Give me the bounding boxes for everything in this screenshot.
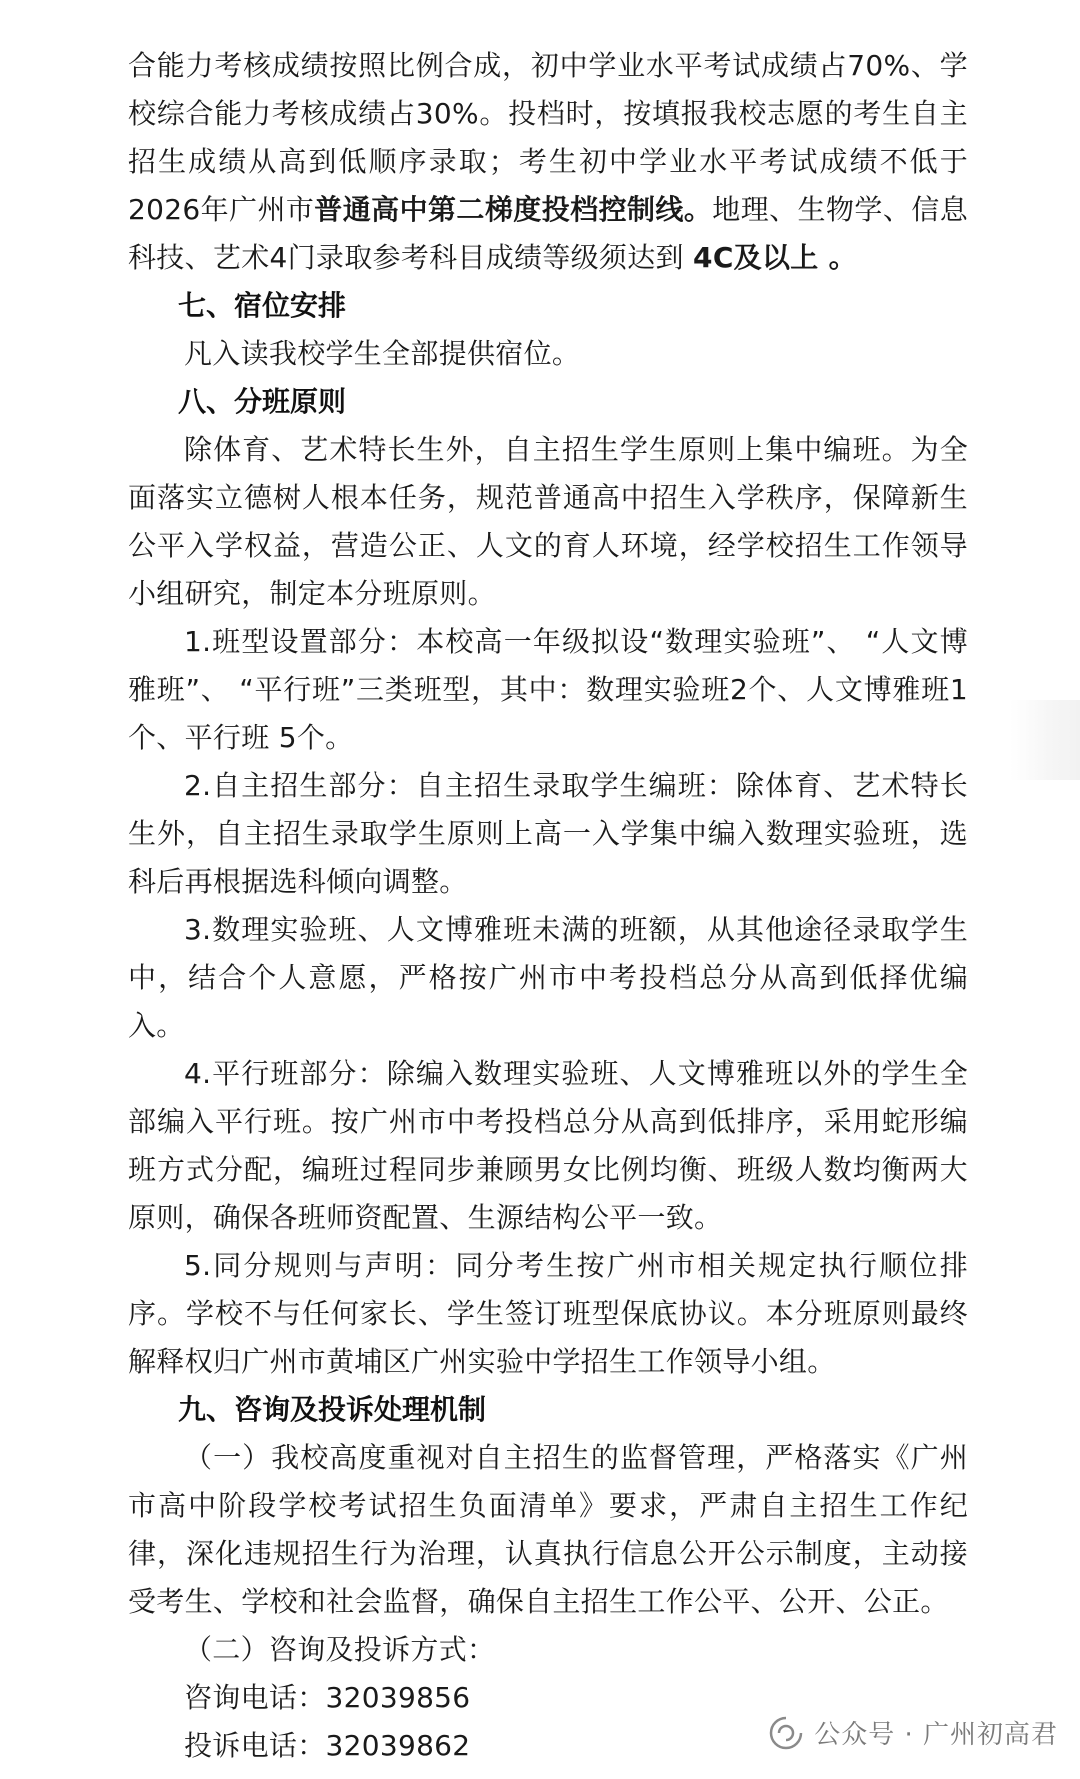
heading-dormitory: 七、宿位安排 (178, 289, 347, 322)
paragraph-class-types: 1.班型设置部分：本校高一年级拟设“数理实验班”、 “人文博雅班”、 “平行班”三类班型，其中：数理实验班2个、人文博雅班1个、平行班 5个。 (128, 625, 968, 754)
paragraph-supervision: （一）我校高度重视对自主招生的监督管理，严格落实《广州市高中阶段学校考试招生负面清单》要求，严肃自主招生工作纪律，深化违规招生行为治理，认真执行信息公开公示制度，主动接受考生、学校和社会监督，确保自主招生工作公平、公开、公正。 (128, 1441, 968, 1618)
paragraph-independent-admission: 2.自主招生部分：自主招生录取学生编班：除体育、艺术特长生外，自主招生录取学生原则上高一入学集中编入数理实验班，选科后再根据选科倾向调整。 (128, 769, 968, 898)
paragraph-remaining-quota: 3.数理实验班、人文博雅班未满的班额，从其他途径录取学生中，结合个人意愿，严格按广州市中考投档总分从高到低择优编入。 (128, 913, 968, 1042)
paragraph-tie-rules: 5.同分规则与声明：同分考生按广州市相关规定执行顺位排序。学校不与任何家长、学生签订班型保底协议。本分班原则最终解释权归广州市黄埔区广州实验中学招生工作领导小组。 (128, 1249, 968, 1378)
edge-shadow (1010, 700, 1080, 780)
wechat-official-account-icon (768, 1715, 804, 1751)
watermark (768, 1714, 1058, 1751)
control-line-bold: 普通高中第二梯度投档控制线。 (314, 193, 713, 226)
paragraph-class-division-intro: 除体育、艺术特长生外，自主招生学生原则上集中编班。为全面落实立德树人根本任务，规范普通高中招生入学秩序，保障新生公平入学权益，营造公正、人文的育人环境，经学校招生工作领导小组研究，制定本分班原则。 (128, 433, 968, 610)
admission-ratio-text: 合能力考核成绩按照比例合成，初中学业水平考试成绩占70%、学校综合能力考核成绩占30%。投档时，按填报我校志愿的考生自主招生成绩从高到低顺序录取；考生初中学业水平考试成绩不低于2026年广州市 (128, 49, 968, 226)
subject-grade-text: 地理、生物学、信息科技、艺术4门录取参考科目成绩等级须达到 (128, 193, 968, 274)
heading-consultation: 九、咨询及投诉处理机制 (178, 1393, 487, 1426)
grade-requirement-bold: 4C及以上 。 (693, 241, 857, 274)
watermark-text: 公众号 · 广州初高君 (814, 1720, 1058, 1750)
paragraph-contact-methods: （二）咨询及投诉方式： (184, 1633, 496, 1666)
consult-phone: 咨询电话：32039856 (184, 1681, 471, 1714)
heading-class-division: 八、分班原则 (178, 385, 347, 418)
paragraph-parallel-class: 4.平行班部分：除编入数理实验班、人文博雅班以外的学生全部编入平行班。按广州市中考投档总分从高到低排序，采用蛇形编班方式分配，编班过程同步兼顾男女比例均衡、班级人数均衡两大原则，确保各班师资配置、生源结构公平一致。 (128, 1057, 968, 1234)
paragraph-admission-ratio (128, 42, 968, 282)
document-body (128, 42, 968, 1770)
complaint-phone: 投诉电话：32039862 (184, 1729, 471, 1762)
paragraph-dormitory: 凡入读我校学生全部提供宿位。 (184, 337, 581, 370)
